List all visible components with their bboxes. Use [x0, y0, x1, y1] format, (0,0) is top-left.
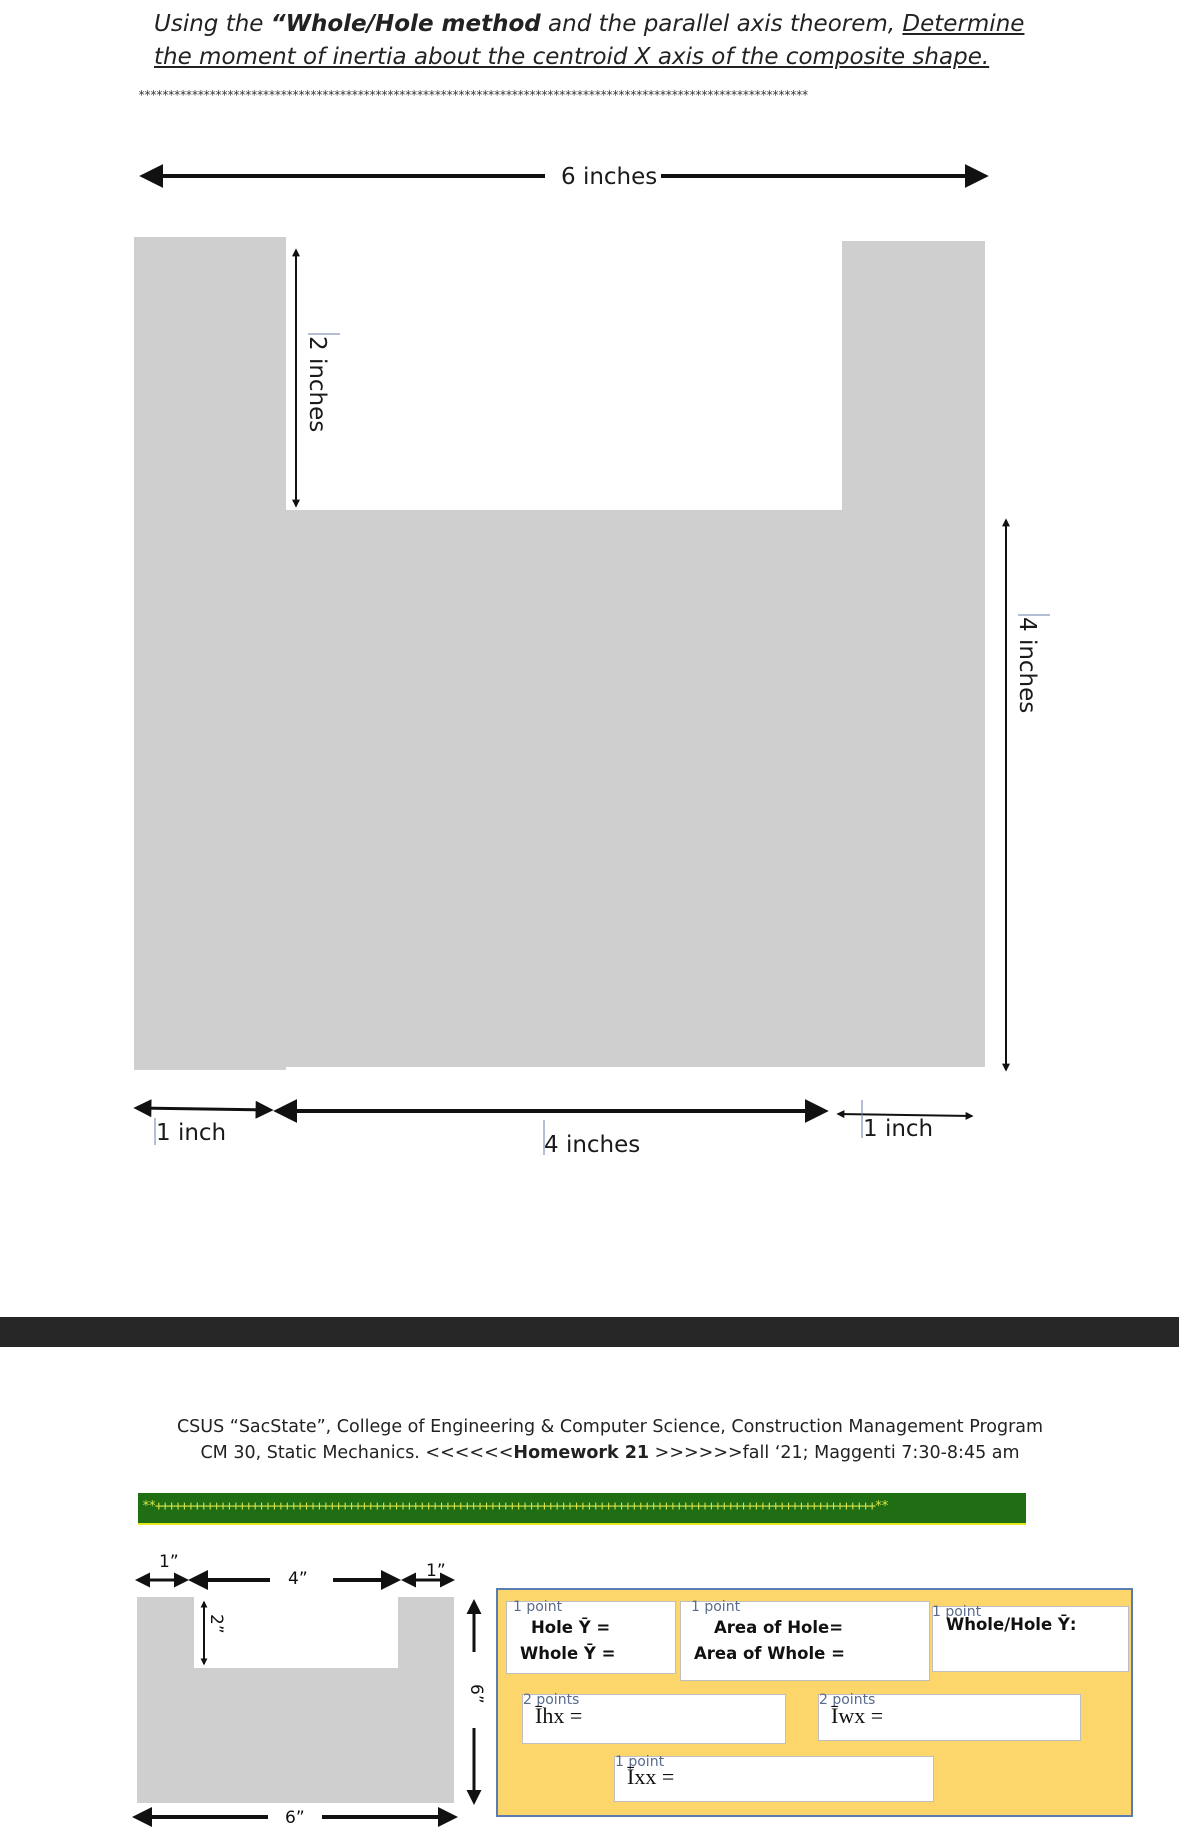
- whole-hole-y-answer-box[interactable]: [932, 1606, 1129, 1672]
- right-leg-label: 1 inch: [863, 1116, 934, 1142]
- centroid-answer-box[interactable]: [506, 1601, 676, 1674]
- small-bottom-width-label: 6”: [285, 1808, 305, 1827]
- left-leg-label: 1 inch: [156, 1120, 227, 1146]
- middle-width-label: 4 inches: [544, 1132, 641, 1158]
- area-whole-label: Area of Whole =: [694, 1644, 845, 1663]
- points-label: 1 point: [513, 1599, 563, 1615]
- whole-hole-y-label: Whole/Hole Ȳ:: [946, 1615, 1077, 1634]
- ihx-answer-box[interactable]: [522, 1694, 786, 1744]
- green-separator: **++++++++++++++++++++++++++++++++++++++++++++++++++++++++++++++++++++++++++++++++++++++++++++++++++++++++++++++++**: [138, 1493, 1026, 1525]
- points-label: 2 points: [523, 1692, 580, 1708]
- left-leg-arrow: [137, 1108, 270, 1110]
- course-line-1: CSUS “SacState”, College of Engineering & Computer Science, Construction Management Program: [176, 1417, 1044, 1437]
- iwx-answer-box[interactable]: [818, 1694, 1081, 1741]
- ihx-label: Īhx =: [535, 1703, 583, 1728]
- small-dimension-arrows: [0, 1540, 500, 1827]
- star-separator: *****************************************************************************************************************: [138, 88, 808, 102]
- ixx-answer-box[interactable]: [614, 1756, 934, 1802]
- page-divider: [0, 1317, 1179, 1347]
- top-width-label: 6 inches: [557, 164, 661, 190]
- hole-y-label: Hole Ȳ =: [531, 1618, 611, 1637]
- points-label: 1 point: [691, 1599, 741, 1615]
- iwx-label: Īwx =: [831, 1703, 884, 1728]
- small-right-leg-label: 1”: [426, 1561, 446, 1581]
- prompt-line-2: the moment of inertia about the centroid X axis of the composite shape.: [154, 44, 990, 70]
- whole-y-label: Whole Ȳ =: [520, 1644, 616, 1663]
- points-label: 2 points: [819, 1692, 876, 1708]
- right-height-label: 4 inches: [1014, 617, 1040, 714]
- points-label: 1 point: [932, 1604, 982, 1620]
- area-hole-label: Area of Hole=: [714, 1618, 844, 1637]
- small-notch-depth-label: 2”: [206, 1614, 226, 1634]
- ixx-label: Īxx =: [627, 1764, 675, 1789]
- notch-depth-label: 2 inches: [304, 336, 330, 433]
- answer-panel: [496, 1588, 1133, 1817]
- area-answer-box[interactable]: [680, 1601, 930, 1681]
- small-notch-width-label: 4”: [288, 1569, 308, 1589]
- points-label: 1 point: [615, 1754, 665, 1770]
- small-height-label: 6”: [466, 1684, 486, 1704]
- course-info: [120, 1414, 1100, 1466]
- course-line-2: CM 30, Static Mechanics. <<<<<<Homework 21 >>>>>>fall ‘21; Maggenti 7:30-8:45 am: [200, 1443, 1020, 1463]
- small-left-leg-label: 1”: [159, 1552, 179, 1572]
- prompt-line-1: Using the “Whole/Hole method and the parallel axis theorem, Determine: [154, 11, 1025, 37]
